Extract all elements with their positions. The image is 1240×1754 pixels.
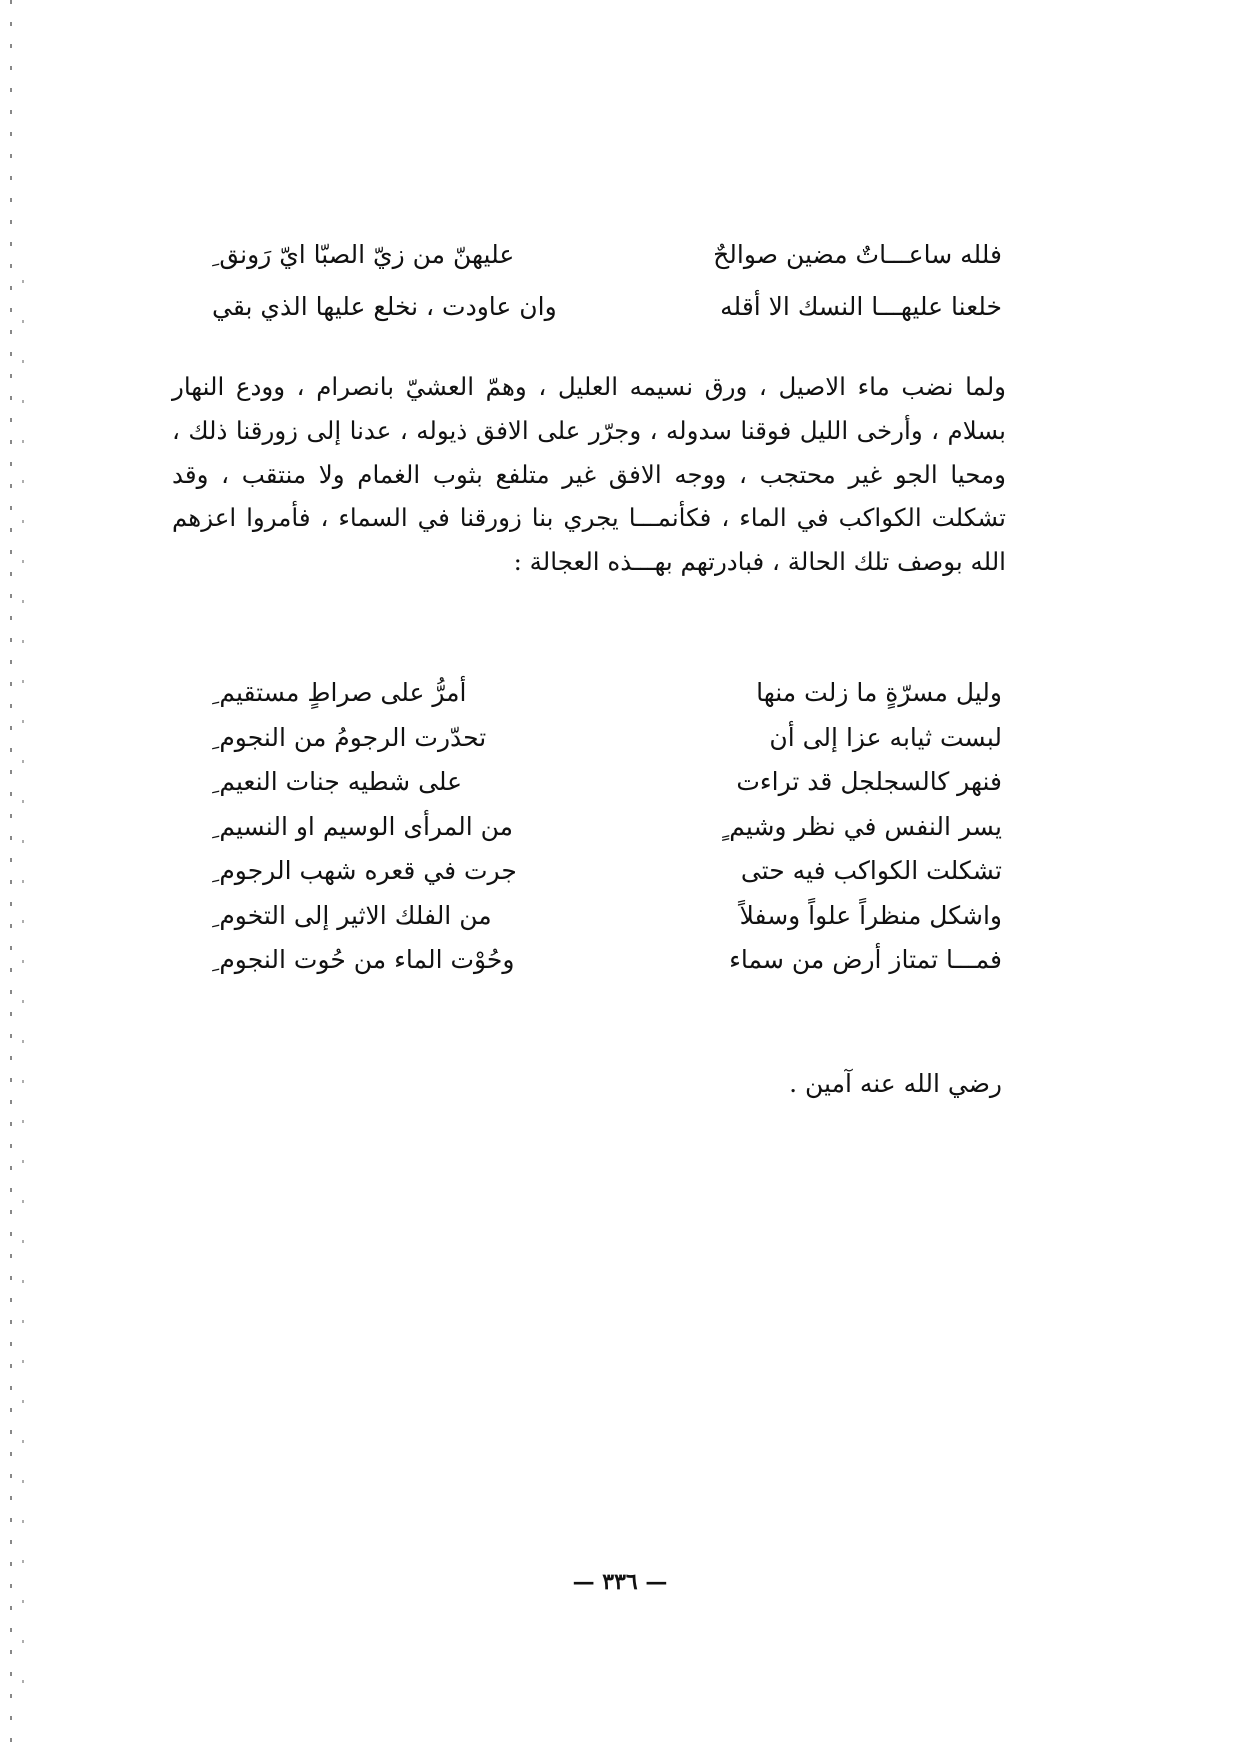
verse-first-hemistich: خلعنا عليهـــا النسك الا أقله [720,292,1002,321]
verse-second-hemistich: وان عاودت ، نخلع عليها الذي بقي [212,292,557,321]
verse-row [212,680,1002,725]
verse-second-hemistich: تحدّرت الرجومُ من النجوم ِ [212,722,487,752]
poem-verses [212,680,1002,992]
verse-first-hemistich: فنهر كالسجلجل قد تراءت [736,767,1002,796]
opening-verses [212,242,1002,346]
verse-first-hemistich: فلله ساعـــاتٌ مضين صوالحٌ [713,240,1002,269]
verse-row [212,242,1002,294]
verse-second-hemistich: على شطيه جنات النعيم ِ [212,767,463,796]
scan-binding-edge-secondary [22,280,24,1720]
verse-row [212,900,1002,948]
verse-first-hemistich: فمـــا تمتاز أرض من سماء [729,945,1002,974]
verse-second-hemistich: جرت في قعره شهب الرجوم ِ [212,856,517,885]
closing-line: رضي الله عنه آمين . [789,1069,1002,1098]
verse-first-hemistich: وليل مسرّةٍ ما زلت منها [756,678,1002,707]
verse-first-hemistich: لبست ثيابه عزا إلى أن [769,722,1002,752]
verse-first-hemistich: واشكل منظراً علواً وسفلاً [739,900,1002,930]
verse-row [212,858,1002,903]
page-number: — ٣٣٦ — [572,1569,668,1595]
verse-row [212,811,1002,859]
verse-second-hemistich: عليهنّ من زيّ الصبّا ايّ رَونق ِ [212,240,515,269]
verse-row [212,769,1002,814]
verse-second-hemistich: أمرُّ على صراطٍ مستقيم ِ [212,678,467,707]
verse-row [212,294,1002,346]
verse-first-hemistich: يسر النفس في نظر وشيم ٍ [721,811,1002,841]
prose-paragraph: ولما نضب ماء الاصيل ، ورق نسيمه العليل ، وهمّ العشيّ بانصرام ، وودع النهار بسلام ، وأرخى الليل فوقنا سدوله ، وجرّر على الافق ذيوله ، عدنا إلى زورقنا ذلك ، ومحيا الجو غير محتجب ، ووجه الافق غير متلفع بثوب الغمام ولا منتقب ، وقد تشكلت الكواكب في الماء ، فكأنمـــا يجري بنا زورقنا في السماء ، فأمروا اعزهم الله بوصف تلك الحالة ، فبادرتهم بهـــذه العجالة : [172,372,1006,577]
verse-row [212,947,1002,992]
verse-second-hemistich: من الفلك الاثير إلى التخوم ِ [212,900,492,930]
scan-binding-edge [10,0,12,1754]
verse-second-hemistich: وحُوْت الماء من حُوت النجوم ِ [212,945,515,974]
verse-first-hemistich: تشكلت الكواكب فيه حتى [740,856,1002,885]
verse-row [212,722,1002,770]
verse-second-hemistich: من المرأى الوسيم او النسيم ِ [212,811,514,841]
